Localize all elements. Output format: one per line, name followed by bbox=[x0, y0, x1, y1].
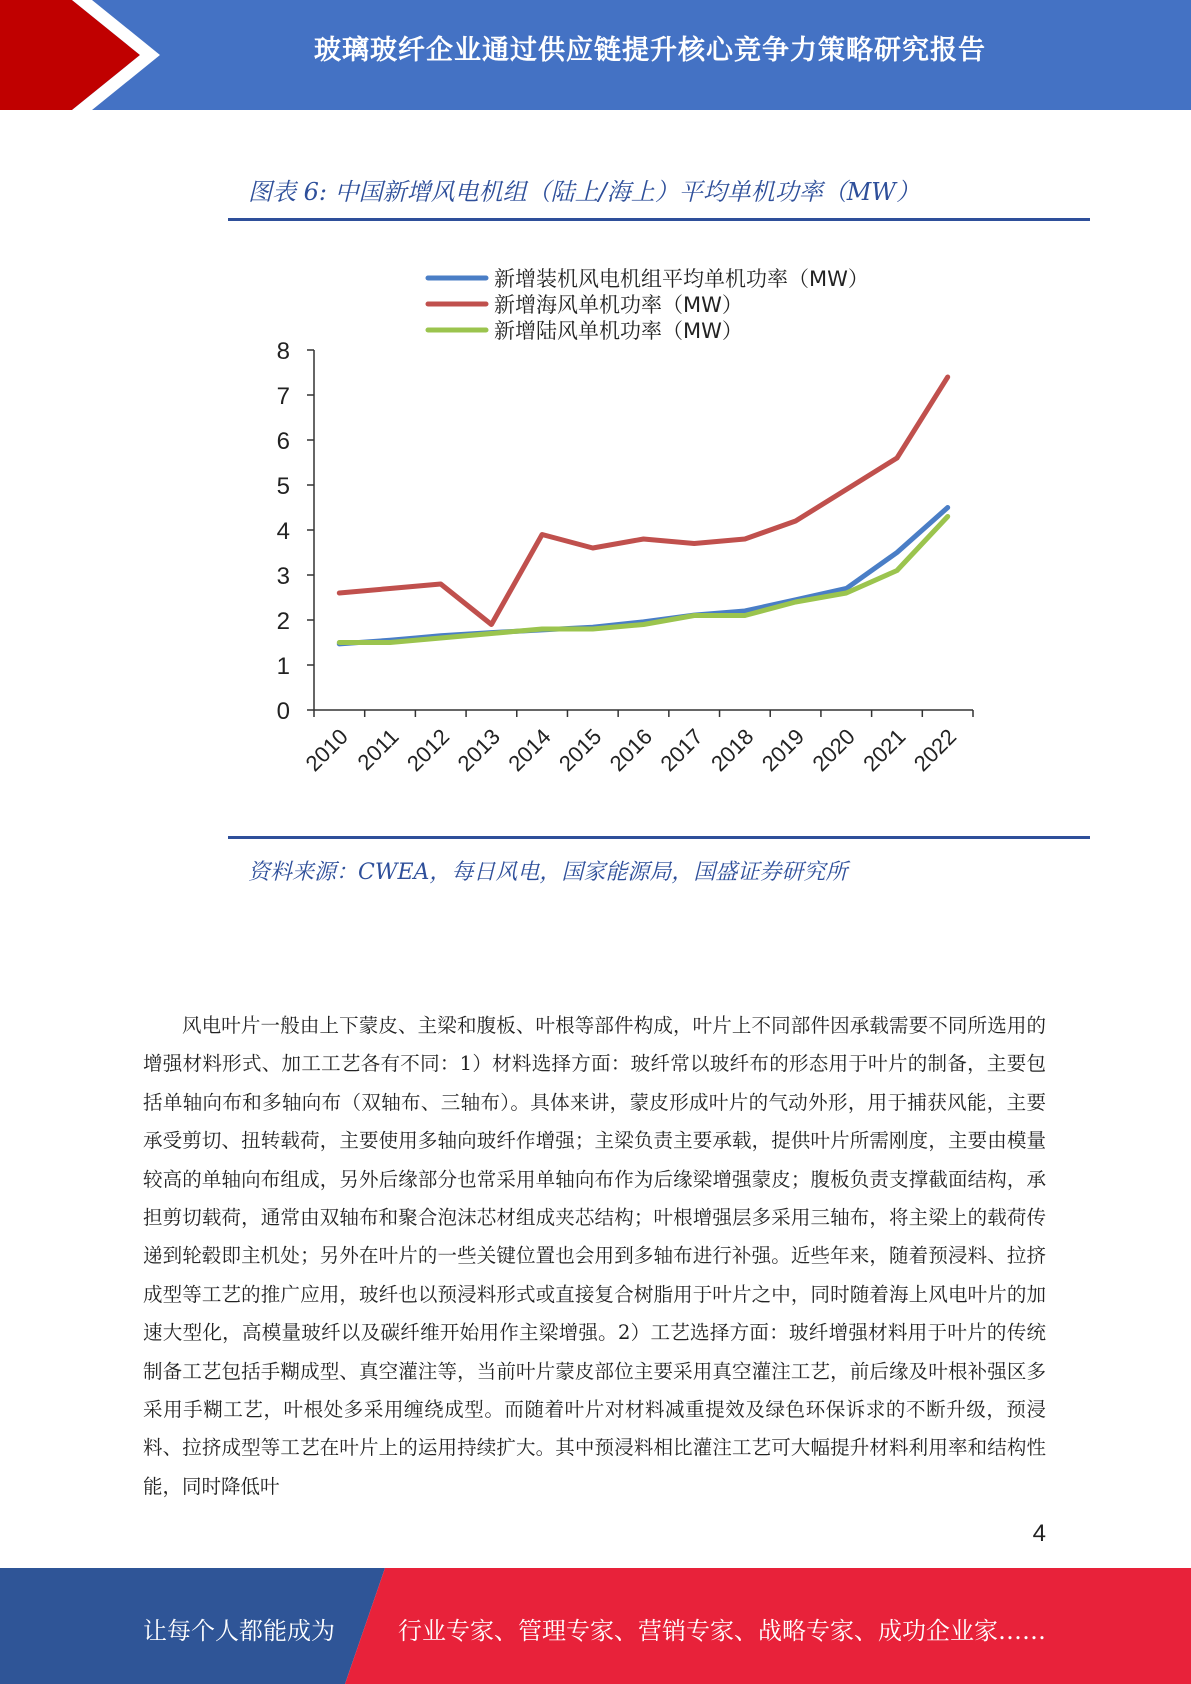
y-tick-label: 8 bbox=[276, 338, 290, 365]
legend-label-2: 新增海风单机功率（MW） bbox=[494, 293, 743, 317]
figure-title: 图表 6: 中国新增风电机组（陆上/海上）平均单机功率（MW） bbox=[248, 178, 920, 206]
x-tick-label: 2019 bbox=[756, 723, 810, 777]
x-tick-label: 2017 bbox=[655, 723, 708, 777]
chart-legend bbox=[428, 267, 869, 343]
x-tick-label: 2012 bbox=[401, 723, 455, 777]
wind-turbine-power-chart bbox=[228, 250, 1090, 820]
y-tick-label: 0 bbox=[276, 698, 290, 725]
body-paragraph: 风电叶片一般由上下蒙皮、主梁和腹板、叶根等部件构成，叶片上不同部件因承载需要不同所选用的增强材料形式、加工工艺各有不同：1）材料选择方面：玻纤常以玻纤布的形态用于叶片的制备，主要包括单轴向布和多轴向布（双轴布、三轴布）。具体来讲，蒙皮形成叶片的气动外形，用于捕获风能，主要承受剪切、扭转载荷，主要使用多轴向玻纤作增强；主梁负责主要承载，提供叶片所需刚度，主要由模量较高的单轴向布组成，另外后缘部分也常采用单轴向布作为后缘梁增强蒙皮；腹板负责支撑截面结构，承担剪切载荷，通常由双轴布和聚合泡沫芯材组成夹芯结构；叶根增强层多采用三轴布，将主梁上的载荷传递到轮毂即主机处；另外在叶片的一些关键位置也会用到多轴布进行补强。近些年来，随着预浸料、拉挤成型等工艺的推广应用，玻纤也以预浸料形式或直接复合树脂用于叶片之中，同时随着海上风电叶片的加速大型化，高模量玻纤以及碳纤维开始用作主梁增强。2）工艺选择方面：玻纤增强材料用于叶片的传统制备工艺包括手糊成型、真空灌注等，当前叶片蒙皮部位主要采用真空灌注工艺，前后缘及叶根补强区多采用手糊工艺，叶根处多采用缠绕成型。而随着叶片对材料减重提效及绿色环保诉求的不断升级，预浸料、拉挤成型等工艺在叶片上的运用持续扩大。其中预浸料相比灌注工艺可大幅提升材料利用率和结构性能，同时降低叶 bbox=[143, 1014, 1046, 1498]
x-tick-label: 2011 bbox=[352, 723, 404, 775]
x-tick-label: 2013 bbox=[452, 723, 505, 777]
y-tick-label: 4 bbox=[276, 518, 290, 545]
x-tick-label: 2010 bbox=[300, 723, 353, 777]
x-tick-label: 2022 bbox=[908, 723, 962, 777]
report-title: 玻璃玻纤企业通过供应链提升核心竞争力策略研究报告 bbox=[314, 35, 986, 66]
chart-lines bbox=[339, 377, 947, 644]
body-text bbox=[143, 1007, 1046, 1506]
legend-label-1: 新增装机风电机组平均单机功率（MW） bbox=[494, 267, 869, 291]
figure-source: 资料来源：CWEA，每日风电，国家能源局，国盛证券研究所 bbox=[248, 860, 848, 885]
x-tick-label: 2020 bbox=[807, 723, 860, 777]
page-footer bbox=[0, 1568, 1191, 1684]
figure-bottom-rule bbox=[228, 836, 1090, 839]
x-tick-label: 2016 bbox=[604, 723, 658, 777]
footer-slogan-left: 让每个人都能成为 bbox=[143, 1617, 335, 1645]
figure-top-rule bbox=[228, 218, 1090, 221]
legend-label-3: 新增陆风单机功率（MW） bbox=[494, 319, 743, 343]
x-tick-label: 2014 bbox=[503, 723, 556, 777]
x-tick-label: 2015 bbox=[554, 723, 607, 777]
y-tick-label: 7 bbox=[276, 383, 290, 410]
y-tick-label: 2 bbox=[276, 608, 290, 635]
x-tick-label: 2018 bbox=[706, 723, 759, 777]
page-header bbox=[0, 0, 1191, 110]
page-number: 4 bbox=[1032, 1520, 1046, 1547]
x-tick-label: 2021 bbox=[858, 723, 911, 777]
y-tick-label: 6 bbox=[276, 428, 290, 455]
footer-slogan-right: 行业专家、管理专家、营销专家、战略专家、成功企业家…… bbox=[398, 1617, 1046, 1645]
y-tick-label: 5 bbox=[276, 473, 290, 500]
y-tick-label: 1 bbox=[276, 653, 290, 680]
chart-axes bbox=[277, 338, 973, 776]
y-tick-label: 3 bbox=[276, 563, 290, 590]
